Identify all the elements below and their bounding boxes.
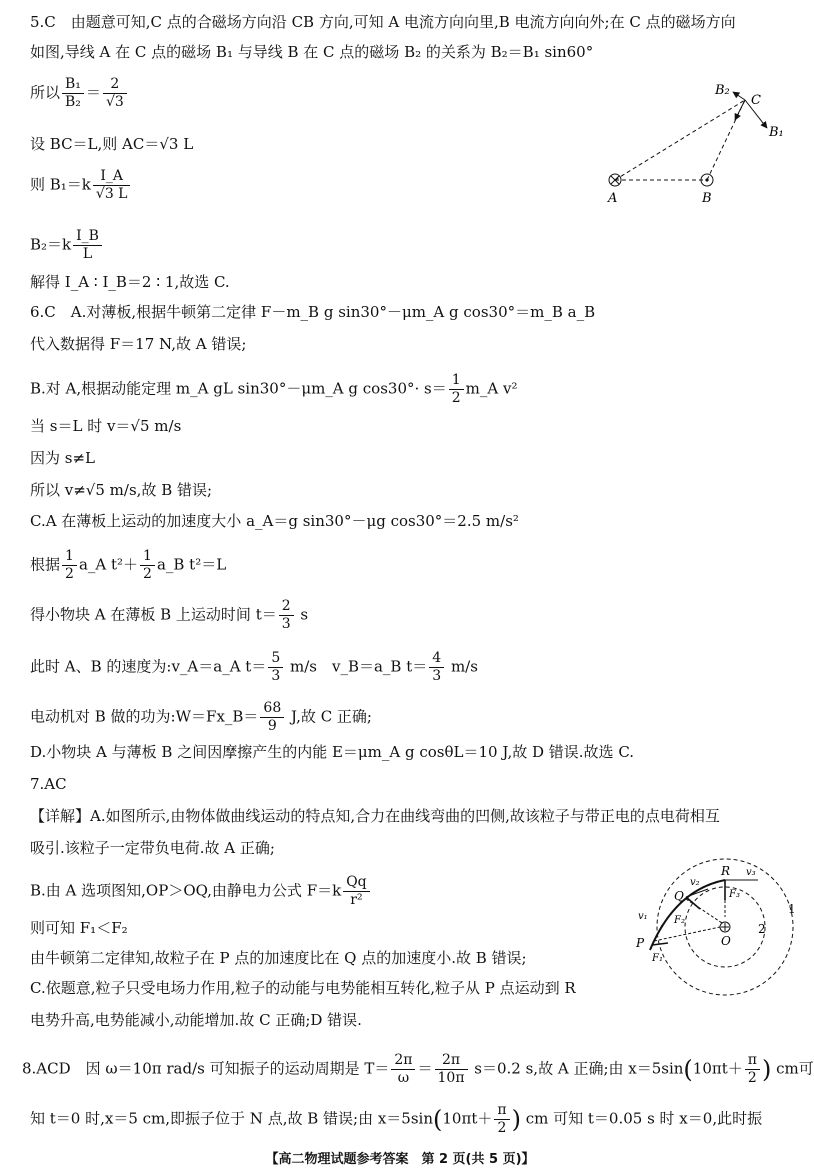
label-p: P [636, 936, 645, 950]
denominator: √3 L [95, 186, 128, 202]
q5-line-1: 5.C 由题意可知,C 点的合磁场方向沿 CB 方向,可知 A 电流方向向里,B 电流方向向外;在 C 点的磁场方向 [30, 13, 736, 31]
fraction [391, 1052, 415, 1087]
text: ＝ [85, 83, 101, 102]
label-q: Q [674, 889, 684, 903]
q6-line-6: 所以 v≠√5 m/s,故 B 错误; [30, 481, 213, 499]
numerator: π [494, 1102, 509, 1120]
text: s [295, 605, 309, 624]
q5-line-3 [30, 76, 129, 111]
label-v3: v₃ [746, 867, 756, 878]
denominator: 3 [271, 668, 281, 684]
denominator: 9 [267, 718, 277, 734]
text: m/s [446, 657, 478, 676]
label-b1: B₁ [769, 125, 784, 140]
numerator: 2 [279, 598, 294, 616]
text: cm可 [771, 1059, 814, 1078]
fraction [435, 1052, 468, 1087]
denominator: 3 [432, 668, 442, 684]
paren: ) [761, 1055, 772, 1084]
numerator: 68 [260, 700, 284, 718]
label-v1: v₁ [638, 911, 648, 922]
numerator: I_B [73, 228, 102, 246]
label-f2: F₂ [674, 915, 685, 926]
numerator: 1 [449, 372, 464, 390]
fraction [140, 548, 155, 583]
fraction [449, 372, 464, 407]
denominator: 2 [143, 566, 152, 582]
denominator: L [82, 246, 93, 262]
fraction [343, 874, 369, 909]
label-f1: F₁ [652, 953, 663, 964]
page-footer: 【高二物理试题参考答案 第 2 页(共 5 页)】 [265, 1152, 535, 1167]
q5-line-7: 解得 I_A ∶ I_B＝2 ∶ 1,故选 C. [30, 273, 230, 291]
f1-arrow [652, 943, 668, 945]
paren: ( [683, 1055, 693, 1084]
q6-line-1: 6.C A.对薄板,根据牛顿第二定律 F－m_B g sin30°－μm_A g cos30°＝m_B a_B [30, 303, 596, 321]
f2-arrow [686, 897, 700, 909]
magnetic-field-diagram [595, 80, 795, 210]
fraction [279, 598, 294, 633]
label-a: A [608, 191, 618, 206]
q5-line-6 [30, 228, 104, 263]
text: 10πt＋ [442, 1109, 493, 1128]
q7-line-4 [30, 874, 372, 909]
label-2: 2 [758, 922, 766, 936]
fraction [103, 76, 127, 111]
text: 此时 A、B 的速度为:v_A＝a_A t＝ [30, 657, 267, 676]
q5-line-2: 如图,导线 A 在 C 点的磁场 B₁ 与导线 B 在 C 点的磁场 B₂ 的关系为 B₂＝B₁ sin60° [30, 43, 594, 61]
denominator: 2 [747, 1070, 757, 1086]
text: J,故 C 正确; [286, 707, 372, 726]
label-o: O [721, 934, 731, 948]
text: 得小物块 A 在薄板 B 上运动时间 t＝ [30, 605, 277, 624]
label-r: R [721, 864, 731, 878]
text: B.对 A,根据动能定理 m_A gL sin30°－μm_A g cos30°· s＝ [30, 379, 447, 398]
q5-line-5 [30, 168, 132, 203]
numerator: I_A [93, 168, 131, 186]
numerator: 2π [391, 1052, 415, 1070]
fraction [429, 650, 444, 685]
numerator: 4 [429, 650, 444, 668]
text: cm 可知 t＝0.05 s 时 x＝0,此时振 [520, 1109, 763, 1128]
text: 10πt＋ [692, 1059, 743, 1078]
q6-line-11 [30, 700, 372, 735]
label-c: C [751, 93, 761, 108]
label-f3: F₃ [729, 889, 740, 900]
text: a_A t²＋ [78, 555, 139, 574]
q6-line-8 [30, 548, 226, 583]
q6-line-3 [30, 372, 517, 407]
fraction [73, 228, 102, 263]
q6-line-12: D.小物块 A 与薄板 B 之间因摩擦产生的内能 E＝μm_A g cosθL＝10 J,故 D 错误.故选 C. [30, 743, 635, 761]
fraction [62, 76, 84, 111]
text: ＝ [417, 1059, 433, 1078]
q6-line-2: 代入数据得 F＝17 N,故 A 错误; [30, 335, 247, 353]
label-b2: B₂ [715, 83, 730, 98]
text: s＝0.2 s,故 A 正确;由 x＝5sin [469, 1059, 684, 1078]
label-b: B [702, 191, 712, 206]
q5-line-4: 设 BC＝L,则 AC＝√3 L [30, 135, 194, 153]
q7-line-3: 吸引.该粒子一定带负电荷.故 A 正确; [30, 839, 275, 857]
numerator: 5 [268, 650, 283, 668]
denominator: 10π [437, 1070, 465, 1086]
q8-line-1 [22, 1052, 814, 1087]
denominator: 2 [497, 1120, 507, 1136]
dot-icon [705, 178, 708, 181]
denominator: 2 [65, 566, 74, 582]
q8-line-2 [30, 1102, 762, 1137]
q7-line-5: 则可知 F₁＜F₂ [30, 919, 128, 937]
b2-arrow [733, 92, 745, 100]
fraction [62, 548, 77, 583]
text: 8.ACD 因 ω＝10π rad/s 可知振子的运动周期是 T＝ [22, 1059, 390, 1078]
fraction [268, 650, 283, 685]
resultant-arrow [735, 100, 745, 120]
denominator: ω [397, 1070, 410, 1086]
text: B.由 A 选项图知,OP＞OQ,由静电力公式 F＝k [30, 881, 342, 900]
text: 电动机对 B 做的功为:W＝Fx_B＝ [30, 707, 259, 726]
text: 则 B₁＝k [30, 175, 91, 194]
q7-line-6: 由牛顿第二定律知,故粒子在 P 点的加速度比在 Q 点的加速度小.故 B 错误; [30, 949, 527, 967]
label-1: 1 [788, 902, 796, 916]
numerator: 1 [140, 548, 155, 566]
q6-line-5: 因为 s≠L [30, 449, 95, 467]
q6-line-7: C.A 在薄板上运动的加速度大小 a_A＝g sin30°－μg cos30°＝2.5 m/s² [30, 512, 519, 530]
denominator: 3 [281, 616, 291, 632]
text: m_A v² [465, 379, 518, 398]
q6-line-10 [30, 650, 478, 685]
paren: ( [433, 1105, 443, 1134]
numerator: 2π [435, 1052, 468, 1070]
label-v2: v₂ [690, 877, 700, 888]
denominator: B₂ [65, 94, 81, 110]
text: 根据 [30, 555, 61, 574]
text: a_B t²＝L [156, 555, 227, 574]
denominator: √3 [105, 94, 124, 110]
numerator: π [745, 1052, 760, 1070]
text: 知 t＝0 时,x＝5 cm,即振子位于 N 点,故 B 错误;由 x＝5sin [30, 1109, 434, 1128]
text: B₂＝k [30, 235, 72, 254]
denominator: 2 [451, 390, 461, 406]
q6-line-9 [30, 598, 308, 633]
fraction [745, 1052, 760, 1087]
denominator: r² [350, 892, 363, 908]
paren: ) [511, 1105, 521, 1134]
q7-line-2: 【详解】A.如图所示,由物体做曲线运动的特点知,合力在曲线弯曲的凹侧,故该粒子与带正电的点电荷相互 [30, 807, 720, 825]
text: m/s v_B＝a_B t＝ [285, 657, 428, 676]
q7-line-7: C.依题意,粒子只受电场力作用,粒子的动能与电势能相互转化,粒子从 P 点运动到 R [30, 979, 576, 997]
fraction [494, 1102, 509, 1137]
electric-field-diagram [630, 855, 798, 1005]
text: 所以 [30, 83, 61, 102]
numerator: B₁ [62, 76, 84, 94]
numerator: 1 [62, 548, 77, 566]
fraction [93, 168, 131, 203]
q6-line-4: 当 s＝L 时 v＝√5 m/s [30, 417, 182, 435]
numerator: Qq [343, 874, 369, 892]
numerator: 2 [103, 76, 127, 94]
q7-line-8: 电势升高,电势能减小,动能增加.故 C 正确;D 错误. [30, 1011, 362, 1029]
q7-line-1: 7.AC [30, 775, 67, 793]
fraction [260, 700, 284, 735]
